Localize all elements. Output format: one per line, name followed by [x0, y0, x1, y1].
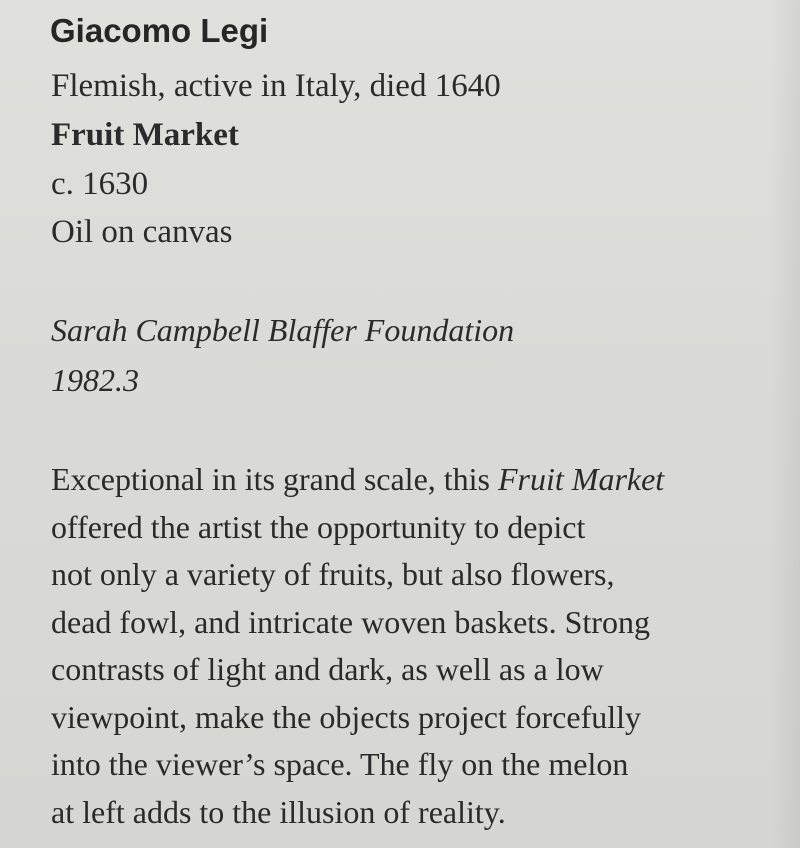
description-line: into the viewer’s space. The fly on the melon — [51, 746, 629, 782]
artwork-title: Fruit Market — [51, 117, 239, 153]
credit-line: Sarah Campbell Blaffer Foundation — [51, 312, 515, 348]
description-line: offered the artist the opportunity to depict — [51, 508, 586, 545]
description-italic-title: Fruit Market — [498, 461, 665, 497]
description-line — [51, 456, 781, 504]
description-line: viewpoint, make the objects project forcefully — [51, 698, 642, 735]
artwork-medium: Oil on canvas — [51, 214, 233, 250]
description-line: not only a variety of fruits, but also flowers, — [51, 556, 615, 592]
description-paragraph — [51, 456, 781, 836]
description-text: Exceptional in its grand scale, this — [51, 461, 498, 497]
description-line: dead fowl, and intricate woven baskets. Strong — [51, 603, 650, 640]
artist-nationality: Flemish, active in Italy, died 1640 — [51, 68, 501, 104]
description-line: at left adds to the illusion of reality. — [51, 793, 506, 830]
accession-number: 1982.3 — [51, 362, 139, 398]
description-line: contrasts of light and dark, as well as a low — [51, 651, 604, 687]
artwork-date: c. 1630 — [51, 166, 149, 202]
artist-name: Giacomo Legi — [50, 12, 269, 49]
